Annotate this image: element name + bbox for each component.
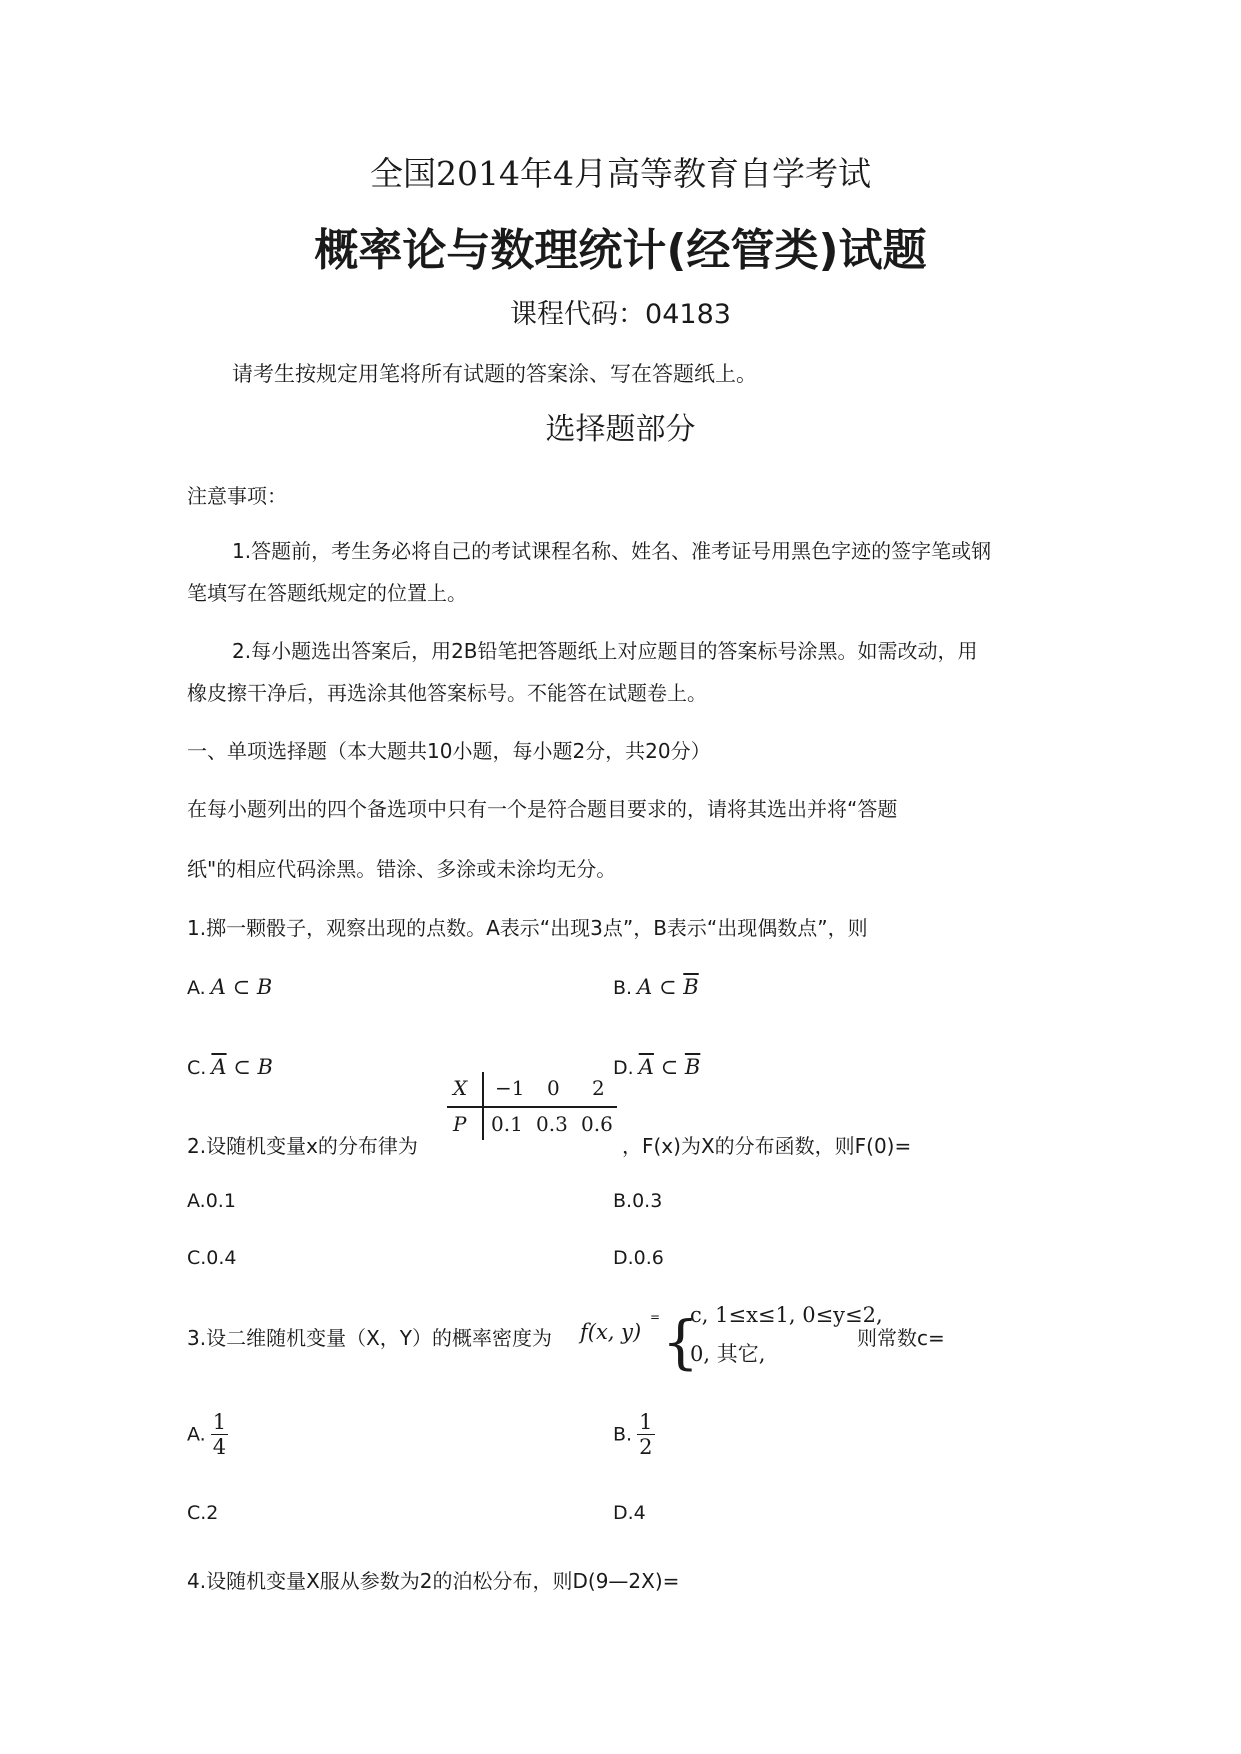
q3-stem-pre: 3.设二维随机变量（X，Y）的概率密度为 [187,1326,552,1350]
course-code: 课程代码：04183 [510,299,731,330]
paper-title: 概率论与数理统计(经管类)试题 [314,225,927,276]
table-row-2-head: P [453,1112,467,1136]
q2-option-b[interactable]: B.0.3 [613,1190,663,1212]
subset-symbol: ⊂ [225,975,257,999]
piecewise-case-2: 0, 其它, [690,1342,766,1366]
q1-option-a[interactable] [187,975,272,999]
q2-option-a[interactable]: A.0.1 [187,1190,236,1212]
set-b-complement: $\overline{B}$ [683,975,699,999]
q3-option-b[interactable] [613,1410,655,1459]
equals-sign: = [650,1310,661,1324]
option-label: B. [613,977,633,999]
piecewise-case-1: c, 1≤x≤1, 0≤y≤2, [690,1303,883,1327]
part1-heading: 一、单项选择题（本大题共10小题，每小题2分，共20分） [187,739,711,763]
option-label: A. [187,977,206,999]
option-label: B. [613,1423,633,1446]
q1-stem: 1.掷一颗骰子，观察出现的点数。A表示“出现3点”，B表示“出现偶数点”，则 [187,916,868,940]
q2-stem-pre: 2.设随机变量x的分布律为 [187,1134,418,1158]
subset-symbol: ⊂ [652,975,684,999]
set-a-complement: $\overline{A}$ [211,1055,227,1079]
note-2-line-2: 橡皮擦干净后，再选涂其他答案标号。不能答在试题卷上。 [187,681,707,705]
q1-option-d[interactable] [613,1055,700,1079]
table-row-1-head: X [453,1076,468,1100]
q2-stem-post: ，F(x)为X的分布函数，则F(0)= [622,1134,912,1158]
q2-option-c[interactable]: C.0.4 [187,1247,237,1269]
option-label: A. [187,1423,206,1446]
q3-option-c[interactable]: C.2 [187,1502,219,1524]
piecewise-brace: { [662,1308,699,1376]
table-cell: −1 [495,1076,525,1100]
q3-option-d[interactable]: D.4 [613,1502,646,1524]
section-title: 选择题部分 [545,412,696,447]
denominator: 4 [212,1435,227,1459]
subset-symbol: ⊂ [653,1055,685,1079]
exam-instruction: 请考生按规定用笔将所有试题的答案涂、写在答题纸上。 [232,362,757,386]
table-cell: 2 [592,1076,605,1100]
set-b-complement: $\overline{B}$ [684,1055,701,1079]
q1-option-c[interactable] [187,1055,273,1079]
distribution-table [447,1070,617,1146]
denominator: 2 [639,1435,653,1459]
table-cell: 0.1 [491,1112,523,1136]
part1-desc-line-1: 在每小题列出的四个备选项中只有一个是符合题目要求的，请将其选出并将“答题 [187,797,898,821]
table-cell: 0.6 [581,1112,613,1136]
set-a-complement: $\overline{A}$ [638,1055,654,1079]
density-function: f(x, y) [580,1320,642,1344]
set-b: B [256,975,273,999]
table-cell: 0 [547,1076,560,1100]
set-b: B [257,1055,273,1079]
subset-symbol: ⊂ [226,1055,258,1079]
q2-option-d[interactable]: D.0.6 [613,1247,664,1269]
note-1-line-1: 1.答题前，考生务必将自己的考试课程名称、姓名、准考证号用黑色字迹的签字笔或钢 [232,539,992,563]
numerator: 1 [212,1410,227,1434]
exam-line: 全国2014年4月高等教育自学考试 [370,154,871,193]
notes-heading: 注意事项： [187,484,287,508]
option-label: C. [187,1057,207,1079]
table-divider-horizontal [447,1106,617,1108]
option-label: D. [613,1057,634,1079]
q3-option-a[interactable] [187,1410,228,1459]
fraction [637,1410,654,1459]
numerator: 1 [639,1410,653,1434]
table-cell: 0.3 [536,1112,568,1136]
q1-option-b[interactable] [613,975,699,999]
set-a: A [637,975,653,999]
q3-stem-post: 则常数c= [857,1326,945,1350]
set-a: A [210,975,226,999]
note-1-line-2: 笔填写在答题纸规定的位置上。 [187,581,467,605]
q4-stem: 4.设随机变量X服从参数为2的泊松分布，则D(9—2X)= [187,1569,680,1593]
part1-desc-line-2: 纸"的相应代码涂黑。错涂、多涂或未涂均无分。 [187,857,617,881]
fraction [211,1410,228,1459]
note-2-line-1: 2.每小题选出答案后，用2B铅笔把答题纸上对应题目的答案标号涂黑。如需改动，用 [232,639,978,663]
